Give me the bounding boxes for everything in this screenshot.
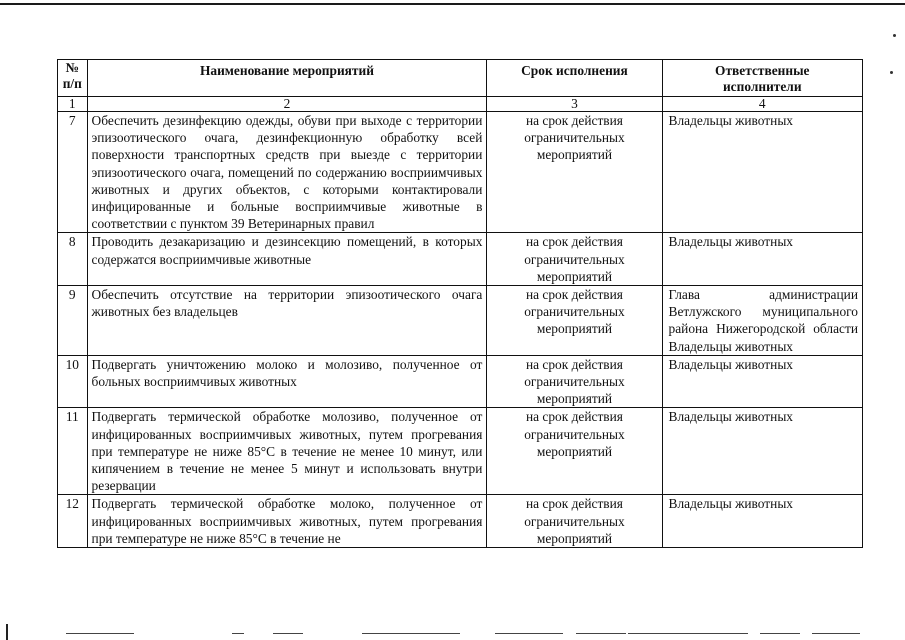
scan-bottom-dash bbox=[362, 633, 460, 634]
scan-top-rule bbox=[0, 3, 905, 5]
row-number: 11 bbox=[58, 408, 88, 495]
measure-responsible: Владельцы животных bbox=[662, 495, 862, 548]
scan-bottom-dash bbox=[760, 633, 800, 634]
measure-responsible: Владельцы животных bbox=[662, 112, 862, 233]
measure-name: Проводить дезакаризацию и дезинсекцию помещений, в которых содержатся восприимчивые животные bbox=[87, 233, 487, 286]
index-cell: 3 bbox=[487, 97, 662, 112]
measure-term: на срок действия ограничительных мероприятий bbox=[487, 495, 662, 548]
measure-name: Обеспечить отсутствие на территории эпизоотического очага животных без владельцев bbox=[87, 286, 487, 356]
scan-bottom-dash bbox=[576, 633, 626, 634]
measure-name: Обеспечить дезинфекцию одежды, обуви при выходе с территории эпизоотического очага, дезинфекционную обработку всей поверхности транспортных средств при выезде с территории эпизоотического очага, помещений по содержанию восприимчивых животных и других объектов, с которыми контактировали инфицированные и больные восприимчивые животные в соответствии с пунктом 39 Ветеринарных правил bbox=[87, 112, 487, 233]
table-row bbox=[58, 112, 863, 233]
scan-bottom-dash bbox=[812, 633, 860, 634]
table-row bbox=[58, 233, 863, 286]
scan-speck bbox=[890, 71, 893, 74]
measure-term: на срок действия ограничительных мероприятий bbox=[487, 286, 662, 356]
table-row bbox=[58, 355, 863, 408]
measure-responsible: Владельцы животных bbox=[662, 408, 862, 495]
row-number: 9 bbox=[58, 286, 88, 356]
index-cell: 4 bbox=[662, 97, 862, 112]
header-name: Наименование мероприятий bbox=[87, 60, 487, 97]
row-number: 8 bbox=[58, 233, 88, 286]
index-cell: 2 bbox=[87, 97, 487, 112]
table-row bbox=[58, 495, 863, 548]
row-number: 12 bbox=[58, 495, 88, 548]
header-term: Срок исполнения bbox=[487, 60, 662, 97]
table-row bbox=[58, 286, 863, 356]
row-number: 10 bbox=[58, 355, 88, 408]
measure-term: на срок действия ограничительных мероприятий bbox=[487, 112, 662, 233]
row-number: 7 bbox=[58, 112, 88, 233]
scan-bottom-dash bbox=[495, 633, 563, 634]
measure-name: Подвергать термической обработке молозиво, полученное от инфицированных восприимчивых животных, путем прогревания при температуре не ниже 85°С в течение не менее 10 минут, или кипячением в течение не менее 5 минут и использовать внутри резервации bbox=[87, 408, 487, 495]
measure-term: на срок действия ограничительных мероприятий bbox=[487, 233, 662, 286]
measures-table bbox=[57, 59, 863, 548]
measure-term: на срок действия ограничительных мероприятий bbox=[487, 408, 662, 495]
scan-bottom-dash bbox=[628, 633, 748, 634]
measure-name: Подвергать уничтожению молоко и молозиво, полученное от больных восприимчивых животных bbox=[87, 355, 487, 408]
scan-margin-mark bbox=[6, 624, 8, 640]
measure-responsible: Владельцы животных bbox=[662, 355, 862, 408]
scan-bottom-dash bbox=[232, 633, 244, 634]
measure-responsible: Глава администрации Ветлужского муниципального района Нижегородской области Владельцы животных bbox=[662, 286, 862, 356]
header-num: № п/п bbox=[58, 60, 88, 97]
measure-name: Подвергать термической обработке молоко, полученное от инфицированных восприимчивых животных, путем прогревания при температуре не ниже 85°С в течение не bbox=[87, 495, 487, 548]
table-header-row bbox=[58, 60, 863, 97]
scan-speck bbox=[893, 34, 896, 37]
index-cell: 1 bbox=[58, 97, 88, 112]
measure-term: на срок действия ограничительных мероприятий bbox=[487, 355, 662, 408]
table-row bbox=[58, 408, 863, 495]
scan-bottom-dash bbox=[66, 633, 134, 634]
column-index-row bbox=[58, 97, 863, 112]
scan-bottom-dash bbox=[273, 633, 303, 634]
header-resp: Ответственные исполнители bbox=[662, 60, 862, 97]
measure-responsible: Владельцы животных bbox=[662, 233, 862, 286]
